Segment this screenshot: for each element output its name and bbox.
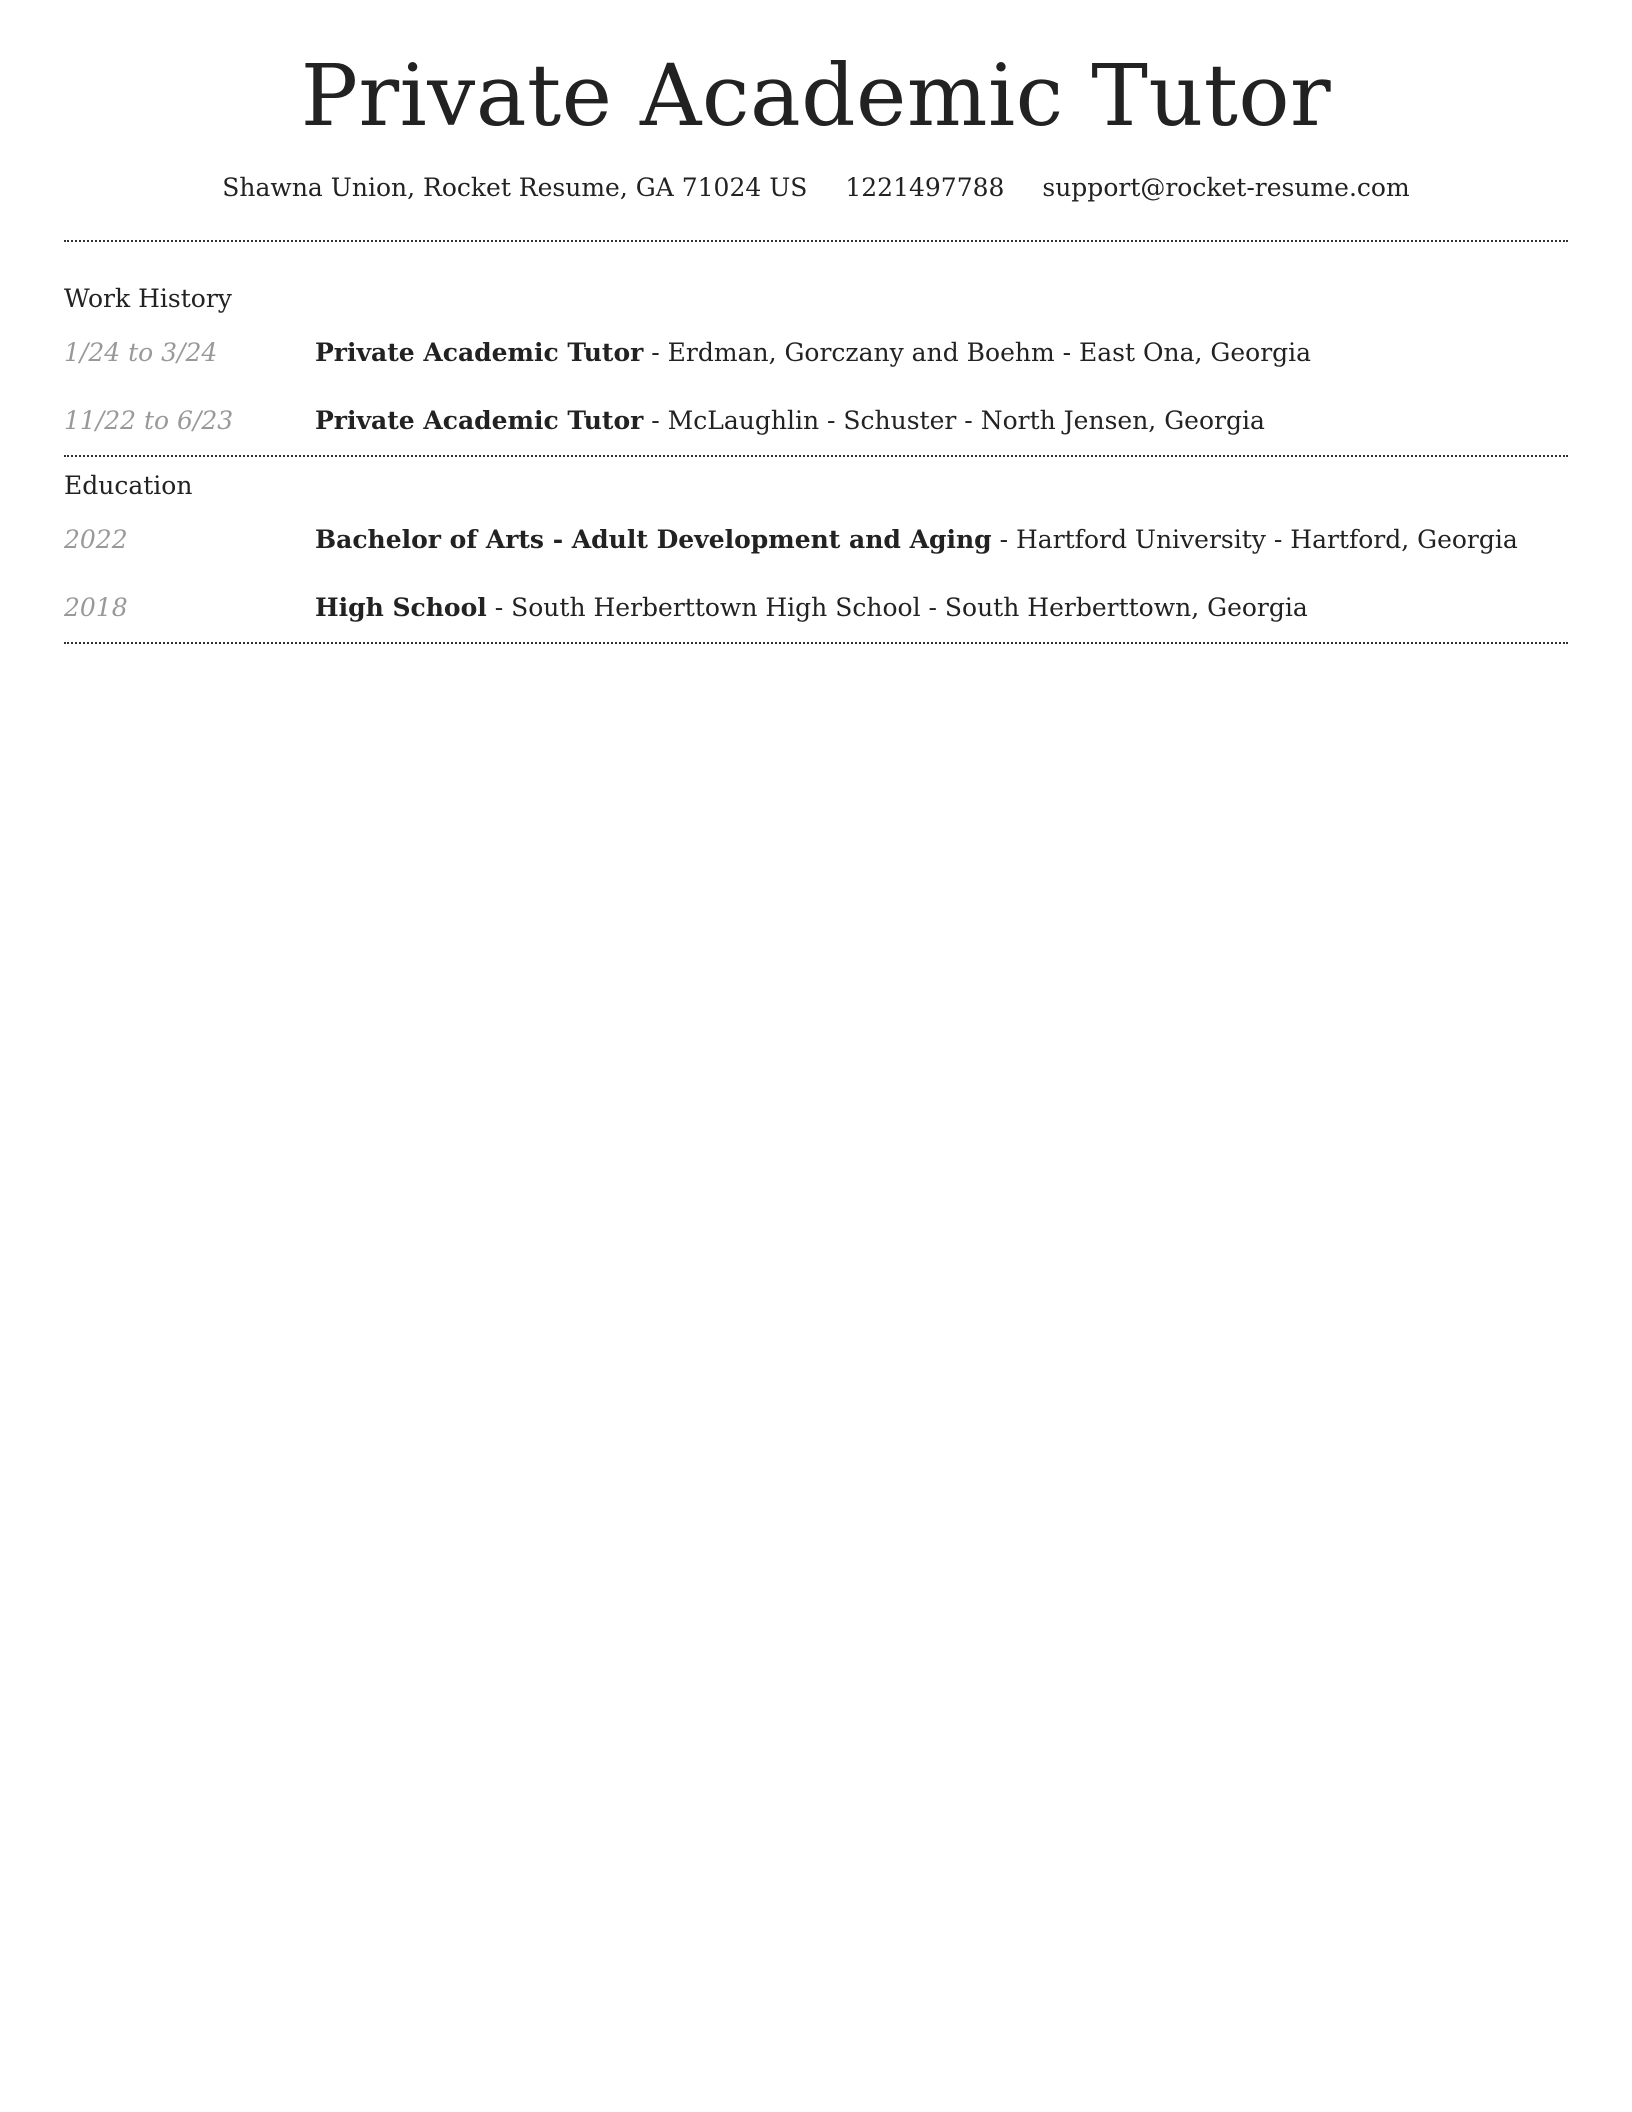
education-divider [64,642,1568,644]
work-history-divider [64,455,1568,457]
contact-line [64,172,1568,205]
entry-degree: Bachelor of Arts - Adult Development and Aging [315,525,992,554]
entry-details: - Hartford University - Hartford, Georgia [991,525,1518,554]
work-history-section [64,284,1568,457]
entry-date: 11/22 to 6/23 [64,405,234,435]
section-title-work-history: Work History [64,284,232,313]
entry-degree: High School [315,592,487,622]
entry-description [315,337,1311,370]
entry-details: - Erdman, Gorczany and Boehm - East Ona, Georgia [643,338,1312,367]
entry-date: 1/24 to 3/24 [64,338,218,367]
entry-details: - McLaughlin - Schuster - North Jensen, Georgia [643,405,1265,435]
entry-role: Private Academic Tutor [315,338,644,367]
entry-description [315,592,1308,625]
education-section [64,471,1568,644]
entry-description [315,405,1265,438]
work-entry [64,337,1568,370]
education-entry [64,524,1568,557]
header-divider [64,240,1568,242]
education-entry [64,592,1568,625]
entry-details: - South Herberttown High School - South Herberttown, Georgia [486,592,1308,622]
contact-address: Shawna Union, Rocket Resume, GA 71024 US [222,172,808,202]
work-entry [64,405,1568,438]
contact-email: support@rocket-resume.com [1042,172,1410,202]
contact-phone: 1221497788 [845,172,1005,202]
resume-header [64,0,1568,204]
entry-description [315,524,1518,557]
page-title: Private Academic Tutor [300,47,1332,146]
entry-role: Private Academic Tutor [315,405,644,435]
section-title-education: Education [64,471,193,500]
entry-date: 2022 [64,525,128,554]
entry-date: 2018 [64,592,128,622]
